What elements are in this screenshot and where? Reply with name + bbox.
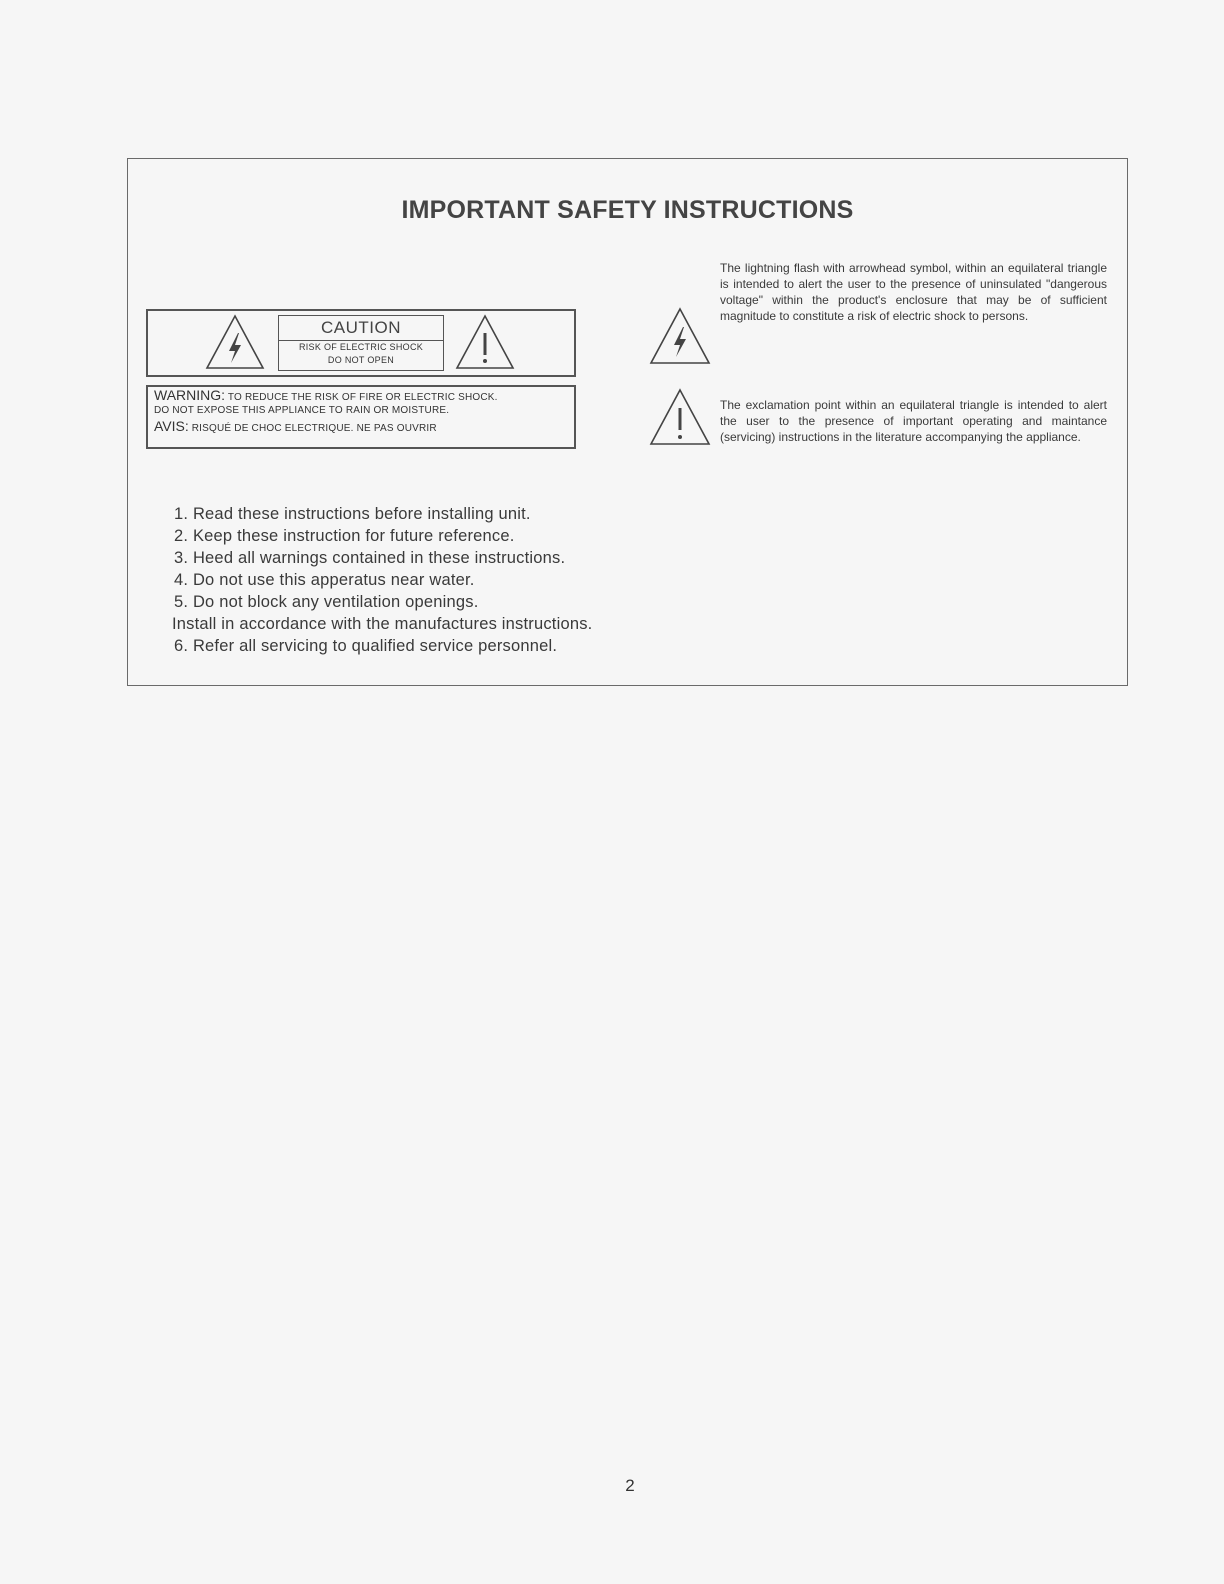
page-title: IMPORTANT SAFETY INSTRUCTIONS <box>401 196 854 224</box>
avis-prefix: AVIS: <box>154 418 189 434</box>
list-item: 3. Heed all warnings contained in these instructions. <box>174 549 566 567</box>
exclamation-triangle-icon <box>454 313 516 371</box>
avis-line <box>154 420 568 435</box>
caution-label <box>146 309 576 377</box>
instructions-list <box>174 503 734 657</box>
warning-box <box>146 385 576 449</box>
list-item: 2. Keep these instruction for future reference. <box>174 527 515 545</box>
lightning-triangle-icon <box>204 313 266 371</box>
avis-text: RISQUÉ DE CHOC ELECTRIQUE. NE PAS OUVRIR <box>191 423 437 434</box>
list-item: 4. Do not use this apperatus near water. <box>174 571 475 589</box>
warning-text: TO REDUCE THE RISK OF FIRE OR ELECTRIC SHOCK. <box>227 392 498 403</box>
warning-line <box>154 389 568 404</box>
list-item: Install in accordance with the manufactures instructions. <box>172 615 593 633</box>
safety-instructions-panel <box>127 158 1128 686</box>
list-item: 6. Refer all servicing to qualified service personnel. <box>174 637 558 655</box>
lightning-symbol-icon <box>648 306 712 366</box>
caution-line-1: RISK OF ELECTRIC SHOCK <box>298 342 424 352</box>
list-item: 1. Read these instructions before installing unit. <box>174 505 531 523</box>
page-number: 2 <box>625 1476 635 1495</box>
warning-text-2: DO NOT EXPOSE THIS APPLIANCE TO RAIN OR MOISTURE. <box>154 405 450 416</box>
lightning-symbol-description: The lightning flash with arrowhead symbol, within an equilateral triangle is intended to alert the user to the presence of uninsulated "dangerous voltage" within the product's enclosure that may be of sufficient magnitude to constitute a risk of electric shock to persons. <box>720 261 1107 323</box>
caution-inner-box <box>278 315 444 371</box>
caution-line-2: DO NOT OPEN <box>327 355 395 365</box>
exclamation-symbol-icon <box>648 387 712 447</box>
caution-heading: CAUTION <box>279 316 443 341</box>
list-item: 5. Do not block any ventilation openings. <box>174 593 479 611</box>
exclamation-symbol-description: The exclamation point within an equilateral triangle is intended to alert the user to the presence of important operating and maintance (servicing) instructions in the literature accompanying the appliance. <box>720 398 1107 444</box>
warning-prefix: WARNING: <box>154 387 226 403</box>
